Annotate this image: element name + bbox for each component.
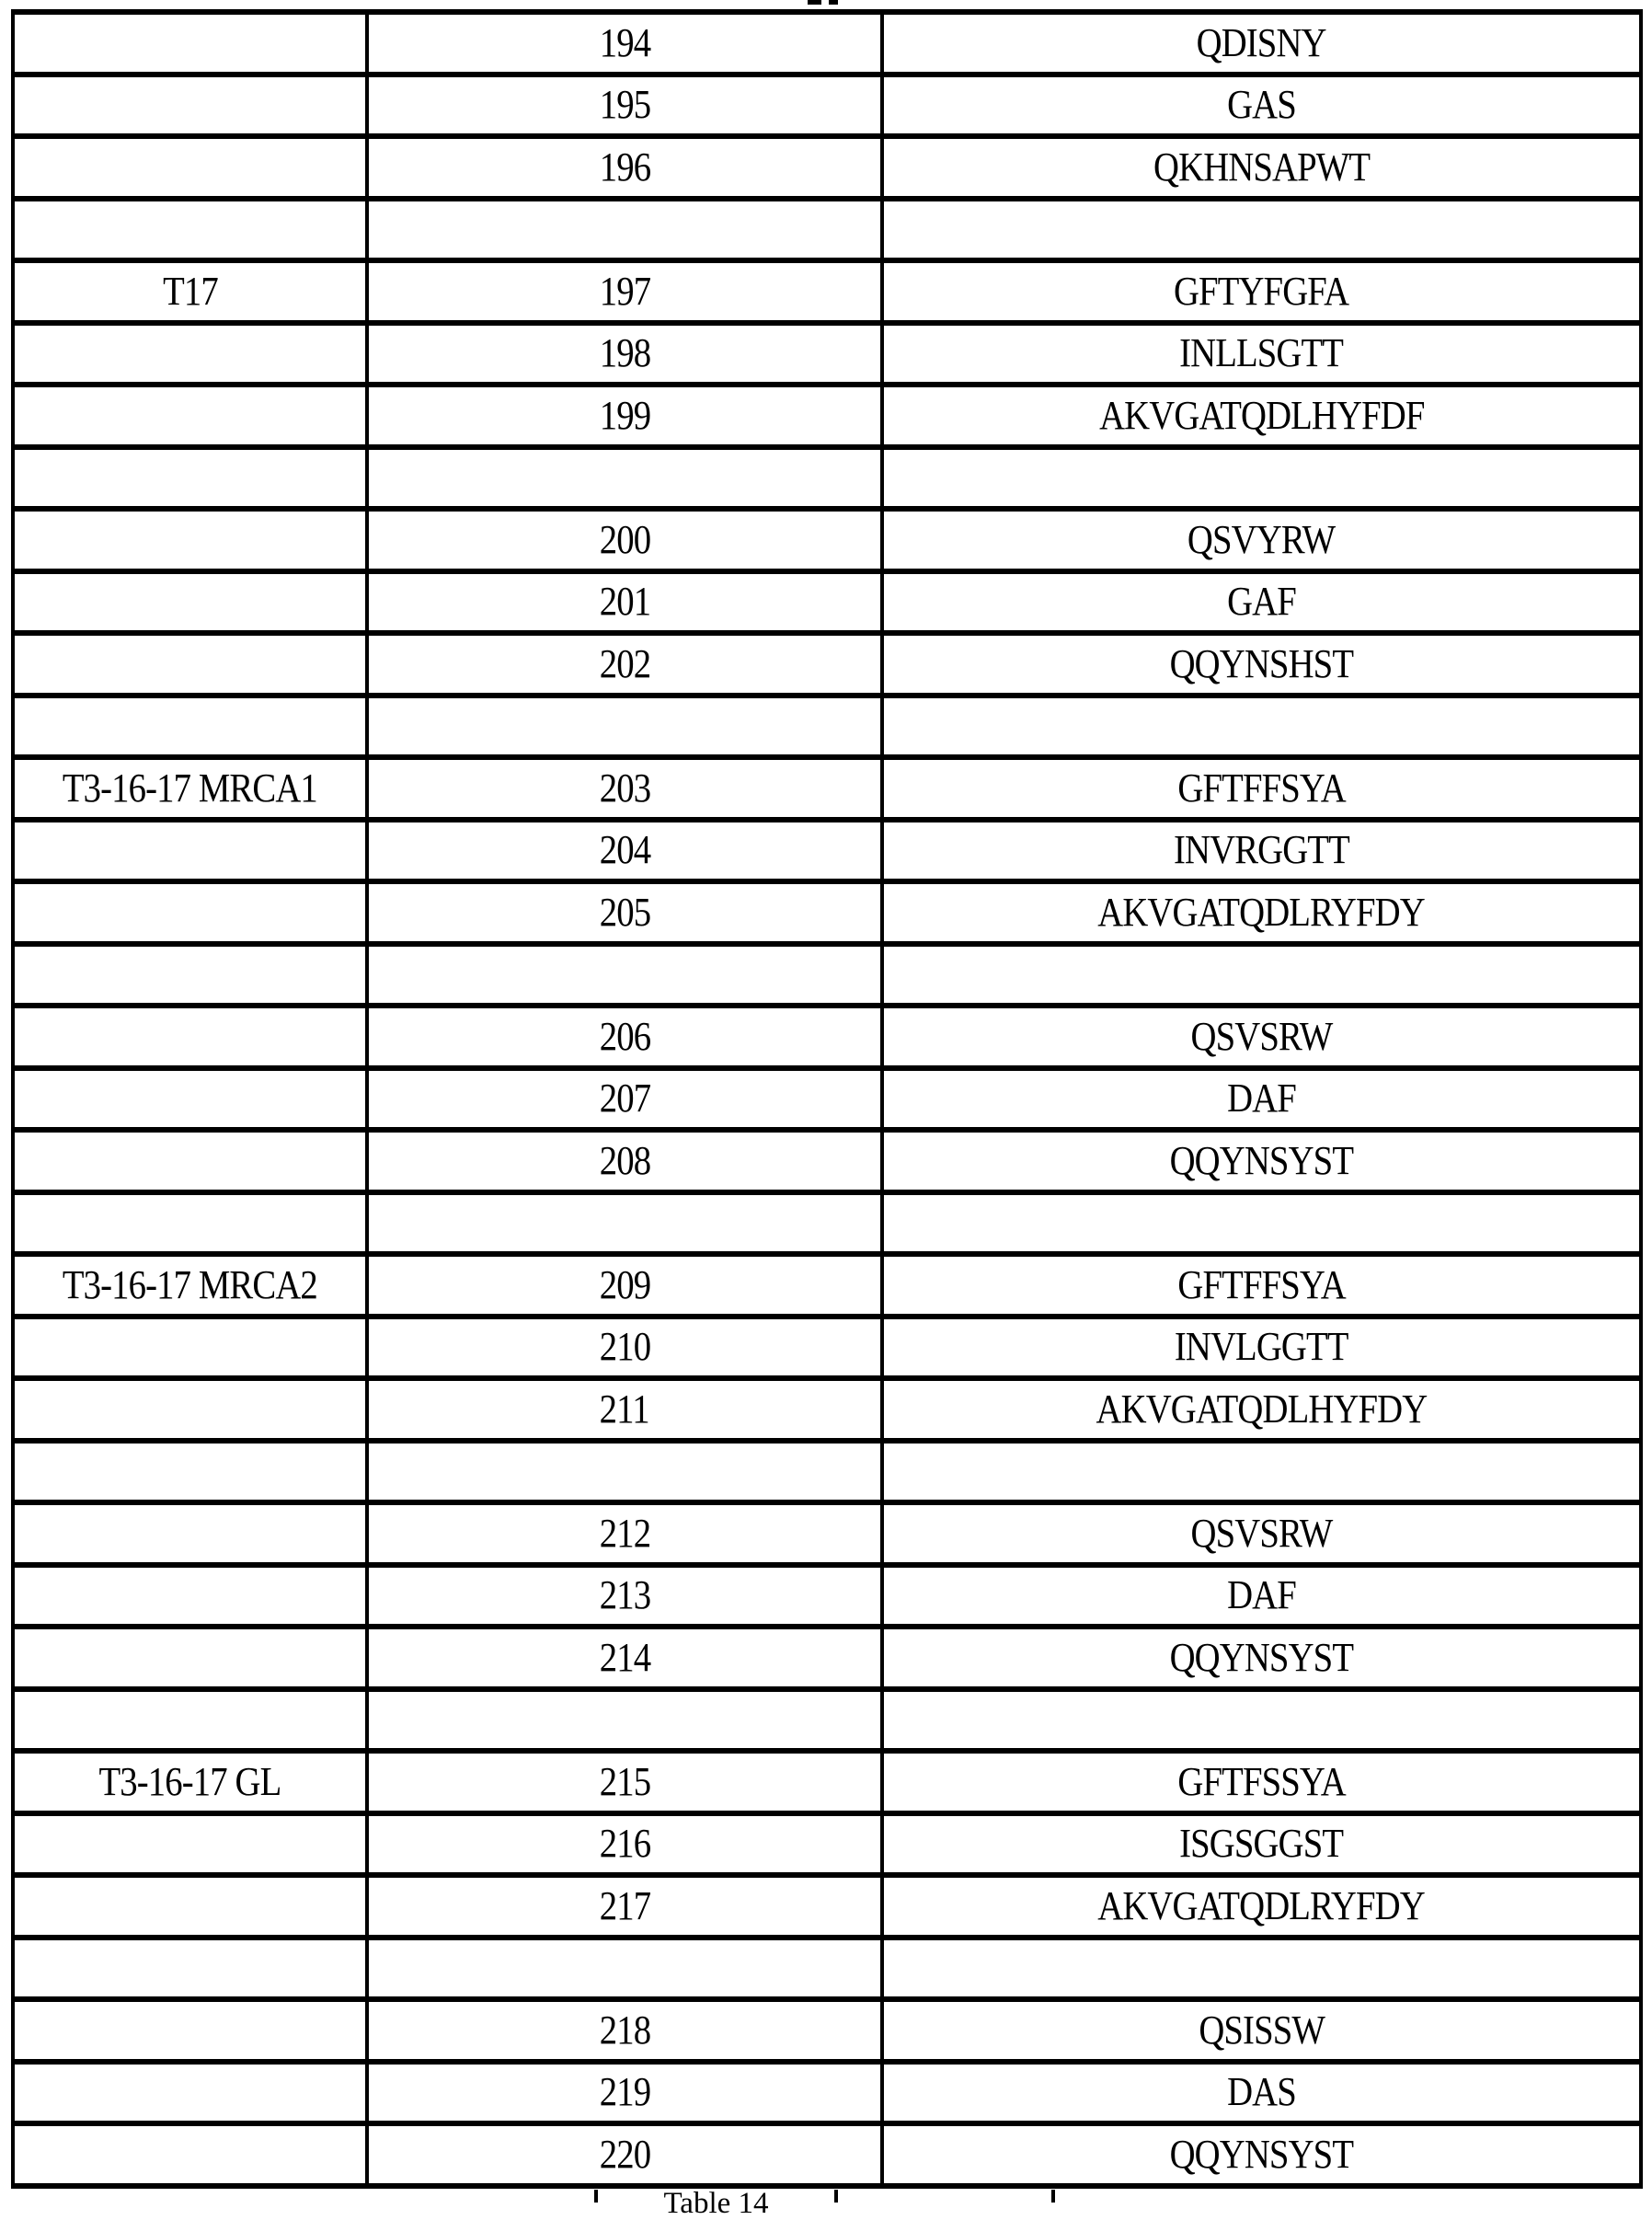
table-row [13,260,1641,323]
seq-id-cell-text: 201 [599,579,650,625]
seq-id-cell-text: 215 [599,1758,650,1804]
antibody-label-cell-text: T3-16-17 MRCA1 [62,765,318,811]
antibody-label-cell [13,1192,367,1255]
table-row [13,944,1641,1006]
table-row [13,571,1641,634]
sequence-cell-text: GAS [1227,82,1296,128]
seq-id-cell-text: 220 [599,2131,650,2177]
antibody-label-cell [13,323,367,385]
table-row [13,1502,1641,1565]
sequence-cell [882,75,1641,137]
seq-id-cell-text: 212 [599,1510,650,1556]
table-row [13,1006,1641,1068]
sequence-cell [882,1627,1641,1689]
sequence-cell-text: INVRGGTT [1174,827,1349,873]
antibody-label-cell [13,385,367,447]
seq-id-cell [367,1813,882,1876]
seq-id-cell-text: 196 [599,144,650,190]
antibody-label-cell-text: T17 [162,268,218,314]
antibody-label-cell [13,260,367,323]
sequence-cell [882,1502,1641,1565]
sequence-cell [882,509,1641,571]
sequence-cell-text: QSVSRW [1190,1510,1333,1556]
table-row [13,1938,1641,2000]
seq-id-cell [367,199,882,261]
antibody-label-cell [13,881,367,944]
seq-id-cell-text: 207 [599,1075,650,1122]
seq-id-cell [367,1627,882,1689]
sequence-cell [882,1317,1641,1379]
sequence-cell [882,199,1641,261]
seq-id-cell-text: 213 [599,1572,650,1618]
sequence-cell [882,1689,1641,1752]
seq-id-cell [367,1130,882,1192]
cut-off-header-fragment [808,0,821,5]
antibody-label-cell-text: T3-16-17 GL [98,1758,281,1804]
antibody-label-cell [13,1813,367,1876]
antibody-label-cell [13,1875,367,1938]
sequence-cell-text: INLLSGTT [1179,330,1344,376]
table-row [13,757,1641,820]
sequence-cell [882,1441,1641,1503]
sequence-table [11,9,1643,2189]
seq-id-cell [367,2123,882,2186]
sequence-cell-text: DAF [1227,1572,1296,1618]
table-row [13,1565,1641,1628]
sequence-cell [882,696,1641,758]
antibody-label-cell [13,1502,367,1565]
sequence-cell [882,820,1641,882]
seq-id-cell-text: 204 [599,827,650,873]
seq-id-cell-text: 208 [599,1137,650,1183]
sequence-cell [882,385,1641,447]
table-row [13,447,1641,510]
sequence-cell-text: QSVYRW [1187,516,1336,562]
antibody-label-cell [13,1378,367,1441]
seq-id-cell [367,696,882,758]
next-table-column-divider [834,2190,838,2203]
seq-id-cell [367,881,882,944]
seq-id-cell [367,12,882,75]
sequence-cell [882,633,1641,696]
sequence-cell [882,1999,1641,2062]
seq-id-cell [367,1006,882,1068]
table-row [13,2123,1641,2186]
sequence-cell-text: GFTFFSYA [1177,765,1346,811]
table-row [13,1192,1641,1255]
seq-id-cell [367,1378,882,1441]
seq-id-cell [367,1441,882,1503]
sequence-cell-text: QKHNSAPWT [1153,144,1371,190]
seq-id-cell [367,1938,882,2000]
seq-id-cell-text: 216 [599,1821,650,1867]
seq-id-cell-text: 194 [599,19,650,65]
seq-id-cell-text: 195 [599,82,650,128]
sequence-cell [882,1254,1641,1317]
seq-id-cell-text: 219 [599,2069,650,2115]
antibody-label-cell [13,1565,367,1628]
table-row [13,385,1641,447]
sequence-cell-text: QQYNSYST [1169,1137,1354,1183]
sequence-cell [882,1068,1641,1131]
sequence-cell [882,571,1641,634]
sequence-cell-text: QQYNSHST [1169,640,1354,686]
antibody-label-cell [13,1130,367,1192]
seq-id-cell [367,1565,882,1628]
table-row [13,1813,1641,1876]
sequence-cell-text: INVLGGTT [1175,1324,1348,1370]
sequence-cell [882,12,1641,75]
table-row [13,1254,1641,1317]
antibody-label-cell [13,1999,367,2062]
antibody-label-cell [13,1254,367,1317]
antibody-label-cell [13,1006,367,1068]
seq-id-cell-text: 214 [599,1634,650,1680]
sequence-cell-text: GAF [1227,579,1296,625]
sequence-cell [882,447,1641,510]
sequence-cell-text: QQYNSYST [1169,2131,1354,2177]
antibody-label-cell [13,757,367,820]
table-row [13,1441,1641,1503]
table-row [13,509,1641,571]
sequence-cell-text: ISGSGGST [1179,1821,1344,1867]
seq-id-cell-text: 205 [599,889,650,935]
seq-id-cell [367,75,882,137]
table-row [13,1751,1641,1813]
antibody-label-cell [13,1441,367,1503]
antibody-label-cell [13,2123,367,2186]
antibody-label-cell [13,1689,367,1752]
table-row [13,1130,1641,1192]
antibody-label-cell [13,571,367,634]
cut-off-header-fragment [829,0,838,5]
sequence-cell-text: AKVGATQDLRYFDY [1097,1882,1426,1928]
table-row [13,75,1641,137]
antibody-label-cell [13,136,367,199]
table-row [13,881,1641,944]
sequence-cell [882,1378,1641,1441]
sequence-cell-text: AKVGATQDLHYFDY [1096,1386,1428,1432]
seq-id-cell-text: 203 [599,765,650,811]
antibody-label-cell [13,1938,367,2000]
seq-id-cell [367,323,882,385]
seq-id-cell [367,1068,882,1131]
sequence-cell [882,1006,1641,1068]
table-row [13,136,1641,199]
antibody-label-cell [13,1751,367,1813]
seq-id-cell [367,2062,882,2124]
table-row [13,696,1641,758]
sequence-cell [882,881,1641,944]
seq-id-cell-text: 202 [599,640,650,686]
table-row [13,199,1641,261]
sequence-cell [882,1938,1641,2000]
sequence-cell-text: DAS [1227,2069,1296,2115]
sequence-cell-text: GFTFSSYA [1177,1758,1346,1804]
seq-id-cell-text: 199 [599,392,650,438]
sequence-cell-text: QDISNY [1196,19,1326,65]
seq-id-cell [367,1317,882,1379]
seq-id-cell [367,1751,882,1813]
seq-id-cell [367,944,882,1006]
sequence-cell [882,2123,1641,2186]
table-row [13,1999,1641,2062]
seq-id-cell [367,633,882,696]
seq-id-cell-text: 211 [599,1386,650,1432]
antibody-label-cell [13,1627,367,1689]
seq-id-cell-text: 200 [599,516,650,562]
seq-id-cell [367,757,882,820]
next-table-column-divider [1051,2190,1055,2203]
antibody-label-cell [13,509,367,571]
antibody-label-cell [13,944,367,1006]
sequence-cell [882,1192,1641,1255]
sequence-cell [882,757,1641,820]
table-row [13,1627,1641,1689]
sequence-cell-text: GFTFFSYA [1177,1261,1346,1307]
seq-id-cell [367,385,882,447]
table-row [13,1068,1641,1131]
sequence-cell [882,1751,1641,1813]
sequence-cell-text: QQYNSYST [1169,1634,1354,1680]
seq-id-cell [367,1502,882,1565]
sequence-cell-text: QSVSRW [1190,1013,1333,1059]
table-row [13,1317,1641,1379]
sequence-cell-text: DAF [1227,1075,1296,1122]
antibody-label-cell [13,1317,367,1379]
sequence-cell-text: QSISSW [1199,2007,1325,2053]
seq-id-cell-text: 198 [599,330,650,376]
antibody-label-cell [13,447,367,510]
sequence-cell [882,323,1641,385]
seq-id-cell [367,571,882,634]
antibody-label-cell [13,820,367,882]
table-row [13,323,1641,385]
seq-id-cell [367,260,882,323]
sequence-cell [882,1813,1641,1876]
sequence-cell [882,1565,1641,1628]
antibody-label-cell-text: T3-16-17 MRCA2 [62,1261,318,1307]
sequence-cell [882,260,1641,323]
seq-id-cell [367,1192,882,1255]
seq-id-cell [367,1689,882,1752]
next-table-caption: Table 14 [663,2187,769,2220]
table-row [13,1875,1641,1938]
antibody-label-cell [13,633,367,696]
sequence-cell-text: GFTYFGFA [1174,268,1349,314]
seq-id-cell-text: 217 [599,1882,650,1928]
antibody-label-cell [13,12,367,75]
seq-id-cell [367,509,882,571]
seq-id-cell-text: 209 [599,1261,650,1307]
table-row [13,12,1641,75]
sequence-cell [882,1875,1641,1938]
table-row [13,2062,1641,2124]
sequence-cell [882,1130,1641,1192]
sequence-cell-text: AKVGATQDLHYFDF [1098,392,1425,438]
seq-id-cell [367,1875,882,1938]
seq-id-cell [367,1999,882,2062]
sequence-cell-text: AKVGATQDLRYFDY [1097,889,1426,935]
seq-id-cell-text: 197 [599,268,650,314]
antibody-label-cell [13,696,367,758]
table-row [13,1689,1641,1752]
table-row [13,1378,1641,1441]
antibody-label-cell [13,1068,367,1131]
antibody-label-cell [13,199,367,261]
seq-id-cell [367,136,882,199]
sequence-cell [882,136,1641,199]
seq-id-cell-text: 210 [599,1324,650,1370]
sequence-cell [882,944,1641,1006]
seq-id-cell [367,447,882,510]
table-row [13,633,1641,696]
antibody-label-cell [13,2062,367,2124]
antibody-label-cell [13,75,367,137]
seq-id-cell [367,1254,882,1317]
seq-id-cell-text: 218 [599,2007,650,2053]
seq-id-cell [367,820,882,882]
seq-id-cell-text: 206 [599,1013,650,1059]
sequence-table-body [13,12,1641,2186]
table-row [13,820,1641,882]
sequence-cell [882,2062,1641,2124]
